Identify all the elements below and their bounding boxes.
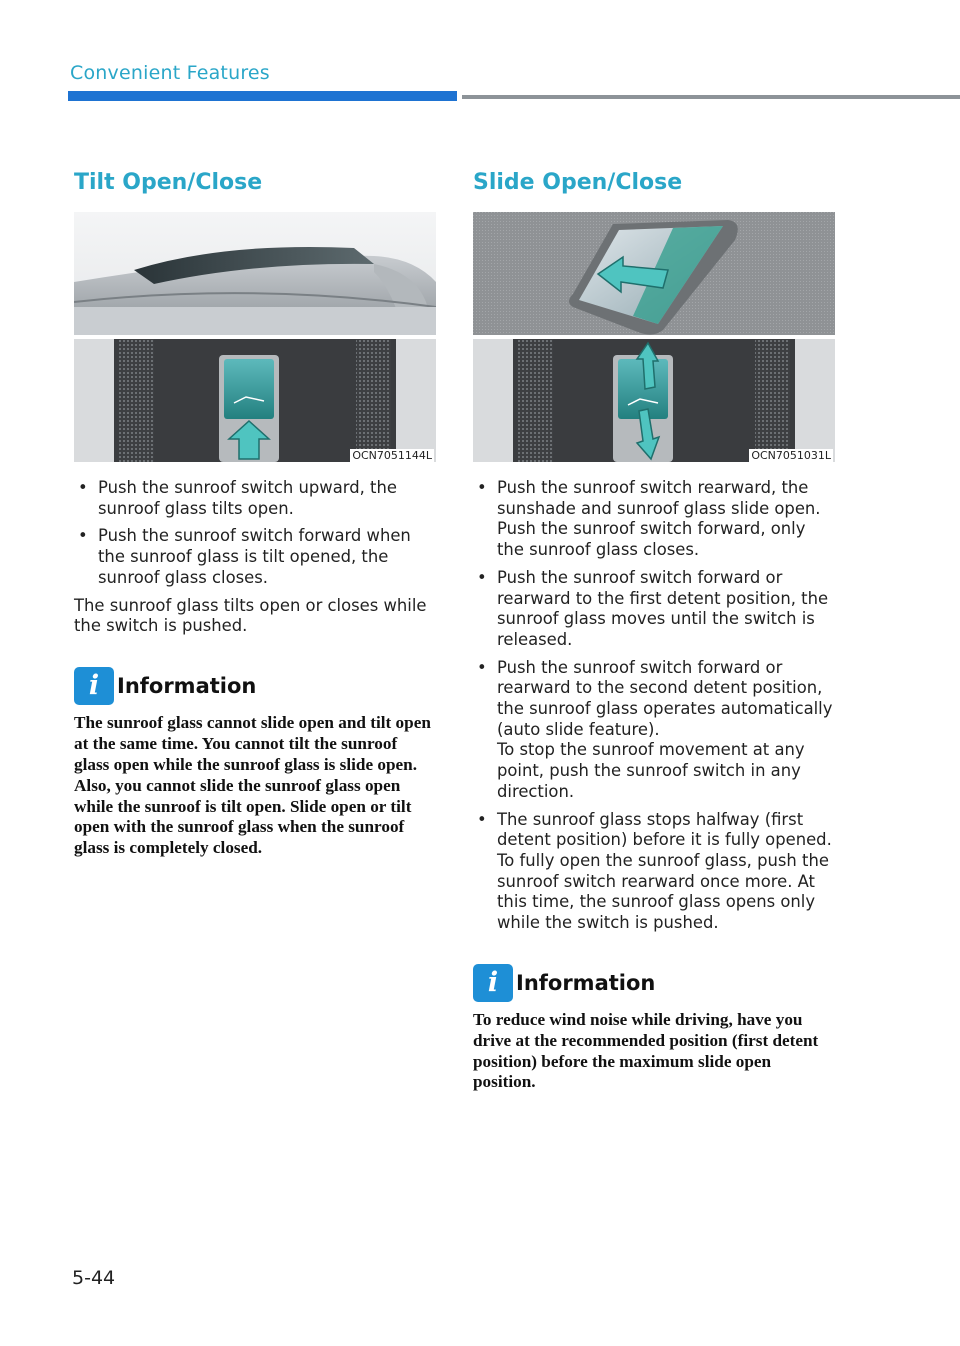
information-icon: i — [74, 667, 114, 705]
information-body: The sunroof glass cannot slide open and tilt open at the same time. You cannot tilt the sunroof glass open while the sunroof glass is slide open. Also, you cannot slide the sunroof glass open while the sunroof is tilt open. Slide open or tilt open with the sunroof glass when the sunroof glass is completely closed. — [74, 712, 431, 858]
list-item — [473, 810, 835, 934]
slide-bullet-list — [473, 478, 835, 934]
information-label: Information — [516, 970, 656, 995]
slide-section-title: Slide Open/Close — [473, 170, 683, 195]
list-item — [473, 478, 835, 561]
information-icon: i — [473, 964, 513, 1002]
slide-switch-illustration — [473, 339, 835, 462]
list-item-text-continued: To stop the sunroof movement at any point, push the sunroof switch in any direction. — [497, 740, 805, 801]
tilt-section-title: Tilt Open/Close — [74, 170, 263, 195]
page-number: 5-44 — [72, 1267, 116, 1289]
list-item-text: Push the sunroof switch forward or rearward to the second detent position, the sunroof glass operates automatically (auto slide feature). — [497, 657, 833, 739]
list-item — [473, 568, 835, 651]
tilt-section — [74, 170, 436, 859]
slide-information-box — [473, 964, 835, 1094]
list-item-text-continued: Push the sunroof switch forward, only the sunroof glass closes. — [497, 519, 806, 560]
section-header-title: Convenient Features — [70, 62, 270, 84]
list-item-text: Push the sunroof switch forward or rearward to the first detent position, the sunroof glass moves until the switch is released. — [497, 567, 829, 649]
header-rule-blue — [68, 91, 457, 101]
slide-section — [473, 170, 835, 1093]
tilt-figure — [74, 212, 436, 462]
list-item: • Push the sunroof switch forward when the sunroof glass is tilt opened, the sunroof glass closes. — [74, 526, 436, 588]
tilt-paragraph: The sunroof glass tilts open or closes while the switch is pushed. — [74, 595, 427, 636]
information-body: To reduce wind noise while driving, have you drive at the recommended position (first detent position) before the maximum slide open position. — [473, 1009, 819, 1092]
slide-figure — [473, 212, 835, 462]
list-item-text: Push the sunroof switch rearward, the sunshade and sunroof glass slide open. — [497, 478, 821, 518]
header-rule-gray — [462, 95, 960, 99]
list-item: • Push the sunroof switch upward, the sunroof glass tilts open. — [74, 478, 436, 519]
sunroof-slide-illustration — [473, 212, 835, 335]
tilt-information-box — [74, 667, 436, 859]
list-item-text: The sunroof glass stops halfway (first detent position) before it is fully opened. To fully open the sunroof glass, push the sunroof switch rearward once more. At this time, the sunroof glass opens only while the switch is pushed. — [497, 809, 832, 933]
list-item — [473, 658, 835, 803]
tilt-bullet-list — [74, 478, 436, 589]
slide-figure-code: OCN7051031L — [751, 449, 831, 462]
car-roof-illustration — [74, 212, 436, 335]
tilt-switch-illustration — [74, 339, 436, 462]
information-label: Information — [117, 673, 257, 698]
tilt-figure-code: OCN7051144L — [352, 449, 432, 462]
